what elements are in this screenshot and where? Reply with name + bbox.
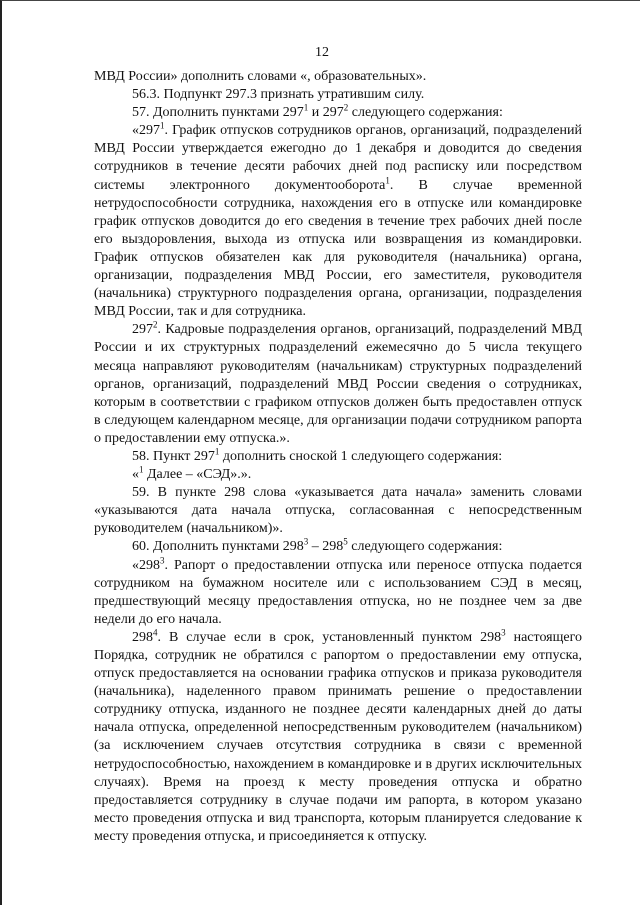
text-run: 60. Дополнить пунктами 298 [132, 539, 304, 555]
text-run: 56.3. Подпункт 297.3 признать утратившим силу. [132, 87, 425, 103]
superscript: 3 [303, 536, 309, 547]
text-run: 57. Дополнить пунктами 297 [132, 105, 304, 121]
superscript: 1 [214, 446, 220, 457]
page-number: 12 [315, 45, 329, 60]
superscript: 4 [153, 627, 158, 638]
text-run: МВД России» дополнить словами «, образовательных». [94, 69, 427, 84]
text-run: – 298 [308, 539, 344, 555]
paragraph-p06 [94, 448, 582, 466]
text-run: « [132, 467, 139, 483]
text-run: 58. Пункт 297 [132, 448, 215, 464]
text-run: 297 [132, 322, 153, 338]
paragraph-p09 [94, 538, 582, 556]
text-run: . В случае временной нетрудоспособности сотрудника, нахождения его в отпуске или командировке график отпусков доводится до его сведения в течение трех рабочих дней после его выздоровления, выхода из отпуска или возвращения из командировки. График отпусков обязателен как для руководителя (начальника) органа, организации, подразделения МВД России, его заместителя, руководителя (начальника) структурного подразделения органа, организации, подразделения МВД России, так и для сотрудника. [94, 177, 582, 320]
paragraph-p03 [94, 104, 582, 122]
superscript: 1 [139, 464, 144, 475]
paragraph-p02 [94, 86, 582, 104]
text-run: . Рапорт о предоставлении отпуска или переносе отпуска подается сотрудником на бумажном носителе или с использованием СЭД в месяц, предшествующий месяцу предоставления отпуска, но не позднее чем за две недели до его начала. [94, 557, 582, 627]
text-run: настоящего Порядка, сотрудник не обратился с рапортом о предоставлении ему отпуска, отпуск предоставляется на основании графика отпусков и приказа руководителя (начальника), наделенного правом принимать решение о предоставлении сотруднику отпуска, изданного не позднее десяти календарных дней до даты начала отпуска, определенной непосредственным руководителем (начальником) (за исключением случаев отсутствия сотрудника в связи с временной нетрудоспособностью, нахождением в командировке и в других исключительных случаях). Время на проезд к месту проведения отпуска и обратно предоставляется сотруднику в случае подачи им рапорта, в котором указано место проведения отпуска и вид транспорта, которым планируется следование к месту проведения отпуска, и присоединяется к отпуску. [94, 629, 583, 844]
text-run: «297 [132, 123, 160, 139]
text-run: следующего содержания: [347, 539, 503, 555]
superscript: 1 [303, 102, 309, 113]
superscript: 2 [343, 102, 349, 113]
text-run: и 297 [308, 105, 344, 121]
text-run: «298 [132, 557, 160, 573]
text-run: . В случае если в срок, установленный пунктом 298 [157, 629, 502, 645]
superscript: 1 [160, 120, 165, 131]
paragraph-p10 [94, 554, 582, 629]
text-run: дополнить сноской 1 следующего содержания: [219, 448, 503, 464]
paragraph-p08 [94, 484, 582, 538]
document-body [94, 68, 582, 846]
paragraph-p11 [94, 629, 582, 846]
paragraph-p01 [94, 68, 582, 86]
superscript: 1 [385, 174, 390, 185]
superscript: 5 [343, 536, 348, 547]
text-run: . Кадровые подразделения органов, организаций, подразделений МВД России и их структурных подразделений ежемесячно до 5 числа текущего месяца направляют руководителям (начальникам) структурных подразделений органов, организаций, подразделений МВД России сведения о сотрудниках, которым в соответствии с графиком отпусков должен быть предоставлен отпуск в следующем календарном месяце, для организации подачи сотрудником рапорта о предоставлении ему отпуска.». [94, 322, 582, 446]
paragraph-p05 [94, 321, 582, 448]
superscript: 3 [501, 627, 506, 638]
text-run: 298 [132, 629, 153, 645]
paragraph-p07 [94, 466, 582, 484]
superscript: 2 [153, 319, 158, 330]
text-run: . График отпусков сотрудников органов, организаций, подразделений МВД России утверждается ежегодно до 1 декабря и доводится до сведения сотрудников в течение десяти рабочих дней под расписку или посредством системы электронного документооборота [94, 123, 582, 193]
text-run: Далее – «СЭД».». [143, 467, 252, 483]
paragraph-p04 [94, 122, 582, 321]
text-run: 59. В пункте 298 слова «указывается дата начала» заменить словами «указываются дата начала отпуска, согласованная с непосредственным руководителем (начальником)». [94, 485, 582, 537]
superscript: 3 [160, 554, 165, 565]
text-run: следующего содержания: [348, 105, 503, 121]
